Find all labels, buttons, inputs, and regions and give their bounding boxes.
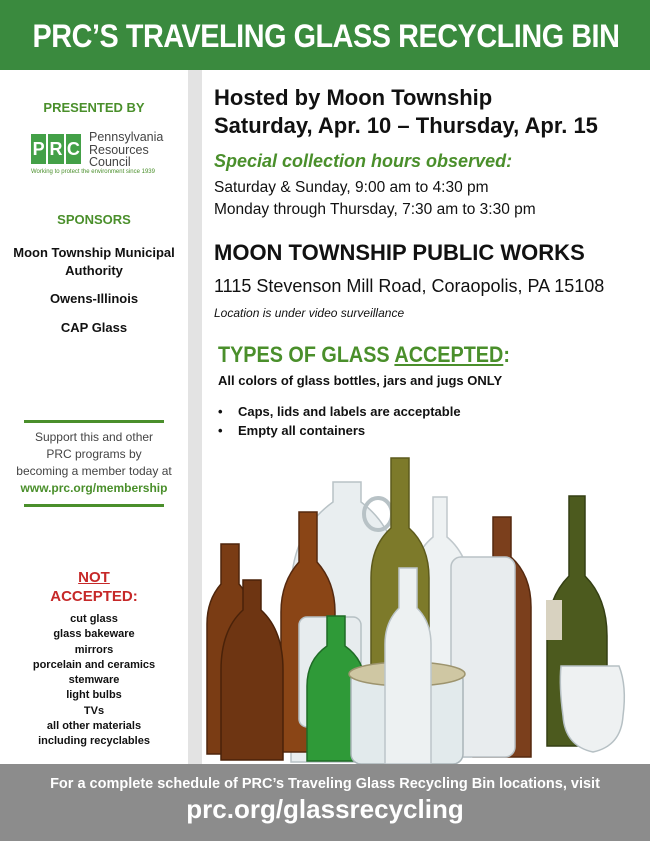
not-accepted-word-accepted: ACCEPTED: [50, 588, 138, 605]
venue-address: 1115 Stevenson Mill Road, Coraopolis, PA 15108 [214, 276, 605, 296]
sidebar-divider [188, 70, 202, 764]
prc-logo [31, 131, 176, 179]
membership-box [0, 429, 188, 497]
prc-letters [31, 134, 83, 164]
list-item: all other materials [46, 720, 142, 733]
host-line: Hosted by Moon Township [214, 85, 493, 110]
membership-link[interactable]: www.prc.org/membership [20, 481, 168, 495]
footer-text: For a complete schedule of PRC’s Traveling Glass Recycling Bin locations, visit [50, 776, 600, 792]
venue-name: MOON TOWNSHIP PUBLIC WORKS [214, 240, 585, 265]
glass-bottles-illustration [203, 452, 650, 764]
logo-letter-c: C [66, 134, 81, 164]
list-item: cut glass [70, 613, 118, 625]
support-text: PRC programs by [46, 447, 142, 461]
logo-line-3: Council [89, 155, 131, 169]
sponsor-item: CAP Glass [60, 320, 128, 335]
accepted-bullets [218, 402, 461, 440]
sponsors-heading: SPONSORS [57, 212, 131, 227]
wine-label [546, 600, 562, 640]
logo-tagline: Working to protect the environment since 1939 [31, 169, 155, 175]
surveillance-note: Location is under video surveillance [214, 306, 405, 320]
list-item: glass bakeware [53, 628, 135, 641]
dates-line: Saturday, Apr. 10 – Thursday, Apr. 15 [214, 113, 598, 138]
list-item: light bulbs [66, 689, 122, 702]
hours-line: Saturday & Sunday, 9:00 am to 4:30 pm [214, 179, 489, 196]
accepted-description: All colors of glass bottles, jars and jugs ONLY [218, 373, 503, 388]
bullet-item: • Empty all containers [218, 421, 461, 440]
hours-line: Monday through Thursday, 7:30 am to 3:30 pm [214, 201, 536, 218]
types-heading-accepted: ACCEPTED [394, 342, 504, 367]
event-host-and-dates [214, 84, 598, 140]
list-item: TVs [83, 704, 105, 717]
sponsor-item: Moon Township Municipal Authority [13, 245, 175, 278]
types-heading-colon: : [503, 342, 510, 367]
sponsor-item: Owens-Illinois [49, 291, 139, 306]
footer-url-link[interactable]: prc.org/glassrecycling [186, 794, 464, 824]
list-item: mirrors [74, 643, 114, 656]
types-accepted-heading [218, 342, 510, 368]
support-top-rule [24, 420, 164, 423]
logo-name [89, 131, 163, 169]
list-item: including recyclables [38, 735, 150, 748]
list-item: porcelain and ceramics [32, 658, 156, 671]
support-text: becoming a member today at [16, 464, 172, 478]
not-accepted-heading [0, 568, 188, 606]
not-accepted-list [0, 612, 188, 750]
types-heading-prefix: TYPES OF GLASS [218, 342, 395, 367]
bullet-item: • Caps, lids and labels are acceptable [218, 402, 461, 421]
support-text: Support this and other [34, 430, 154, 444]
special-hours-heading: Special collection hours observed: [214, 151, 513, 171]
logo-letter-p: P [31, 134, 46, 164]
clear-jar-right [560, 666, 624, 752]
logo-letter-r: R [48, 134, 63, 164]
list-item: stemware [68, 674, 120, 687]
presented-by-heading: PRESENTED BY [43, 100, 145, 115]
logo-line-2: Resources [89, 142, 149, 157]
not-accepted-word-not: NOT [78, 569, 110, 586]
hours-list [214, 177, 536, 221]
support-bottom-rule [24, 504, 164, 507]
logo-line-1: Pennsylvania [89, 130, 164, 144]
page-title: PRC’S TRAVELING GLASS RECYCLING BIN [32, 18, 620, 54]
